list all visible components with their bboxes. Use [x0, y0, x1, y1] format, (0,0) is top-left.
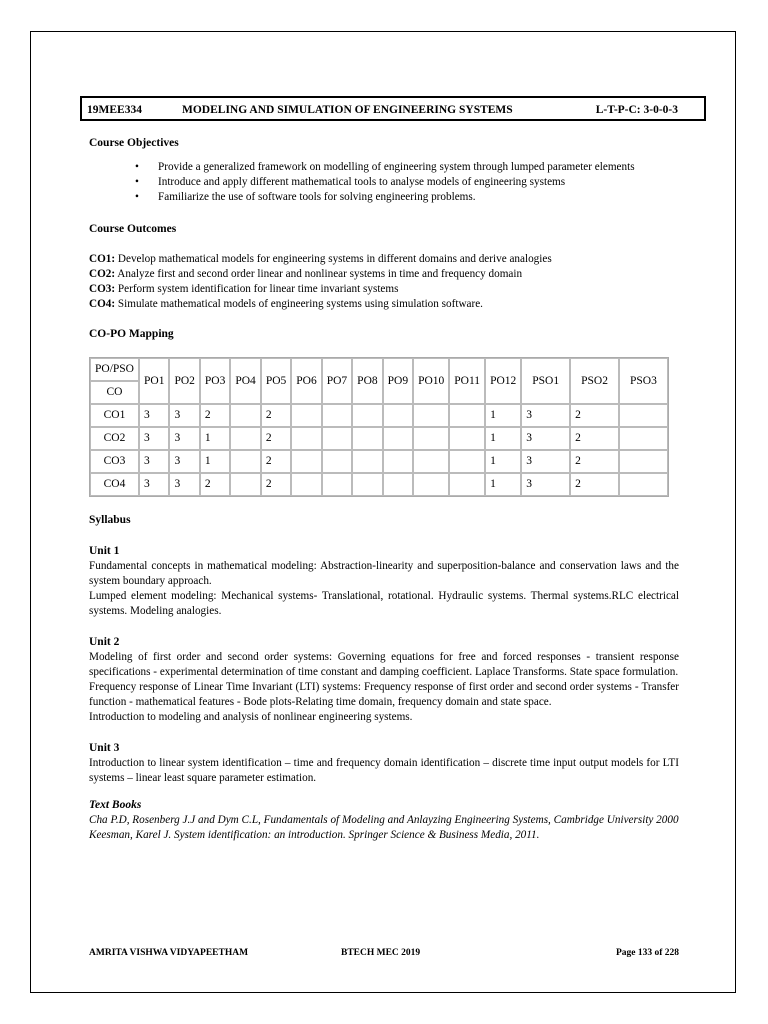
mapping-cell: [383, 404, 413, 427]
mapping-cell: [619, 404, 668, 427]
mapping-cell: 2: [570, 404, 619, 427]
mapping-cell: 3: [139, 404, 169, 427]
course-name: MODELING AND SIMULATION OF ENGINEERING SYSTEMS: [182, 104, 513, 116]
mapping-cell: [413, 473, 449, 496]
column-header: PSO1: [521, 358, 570, 404]
mapping-cell: 2: [261, 404, 291, 427]
mapping-cell: 3: [169, 450, 199, 473]
mapping-cell: [413, 450, 449, 473]
outcome-text: Develop mathematical models for engineering systems in different domains and derive analogies: [115, 253, 552, 265]
unit-paragraph: Introduction to linear system identification – time and frequency domain identification – discrete time input output models for LTI systems – linear least square parameter estimation.: [89, 757, 679, 784]
table-row: [90, 473, 668, 496]
outcome-label: CO1:: [89, 253, 116, 265]
mapping-cell: [322, 427, 352, 450]
outcomes-heading: Course Outcomes: [89, 223, 177, 235]
unit-paragraph: Frequency response of Linear Time Invariant (LTI) systems: Frequency response of first order and second order systems - Transfer function - mathematical features - Bode plots-Relating time domain, frequency domain and state space.: [89, 681, 679, 708]
co-label-cell: CO2: [90, 427, 139, 450]
mapping-cell: [230, 427, 260, 450]
mapping-cell: [383, 427, 413, 450]
mapping-cell: 3: [521, 450, 570, 473]
mapping-cell: [449, 450, 485, 473]
mapping-cell: [352, 450, 382, 473]
unit-paragraph: Modeling of first order and second order systems: Governing equations for free and forced responses - transient response specifications - experimental determination of time constant and damping coefficient. Laplace Transforms. State space formulation.: [89, 651, 679, 678]
column-header: PO1: [139, 358, 169, 404]
textbook-item: Keesman, Karel J. System identification: an introduction. Springer Science & Business Media, 2011.: [89, 829, 540, 841]
mapping-cell: [449, 473, 485, 496]
mapping-cell: [352, 427, 382, 450]
mapping-cell: [230, 473, 260, 496]
objective-item: • Familiarize the use of software tools for solving engineering problems.: [158, 190, 679, 205]
corner-bottom-cell: CO: [90, 381, 139, 404]
unit-section: [89, 741, 679, 786]
mapping-cell: [449, 427, 485, 450]
mapping-cell: 2: [570, 473, 619, 496]
table-row: [90, 450, 668, 473]
mapping-cell: [383, 450, 413, 473]
mapping-heading: CO-PO Mapping: [89, 328, 174, 340]
column-header: PO7: [322, 358, 352, 404]
mapping-cell: 3: [139, 427, 169, 450]
objective-item: • Provide a generalized framework on modelling of engineering system through lumped parameter elements: [158, 160, 679, 175]
column-header: PO4: [230, 358, 260, 404]
mapping-cell: [230, 404, 260, 427]
unit-paragraph: Lumped element modeling: Mechanical systems- Translational, rotational. Hydraulic systems. Thermal systems.RLC electrical systems. Modeling analogies.: [89, 590, 679, 617]
column-header: PO8: [352, 358, 382, 404]
mapping-cell: [352, 473, 382, 496]
mapping-cell: [619, 427, 668, 450]
unit-paragraph: Introduction to modeling and analysis of nonlinear engineering systems.: [89, 711, 413, 723]
column-header: PO10: [413, 358, 449, 404]
mapping-cell: 3: [139, 450, 169, 473]
mapping-cell: 2: [200, 473, 230, 496]
co-label-cell: CO4: [90, 473, 139, 496]
mapping-cell: [322, 404, 352, 427]
mapping-cell: [291, 404, 321, 427]
co-po-table: [89, 357, 669, 497]
mapping-cell: 2: [261, 427, 291, 450]
column-header: PO6: [291, 358, 321, 404]
unit-section: [89, 635, 679, 725]
footer-page-number: Page 133 of 228: [615, 948, 679, 958]
column-header: PO11: [449, 358, 485, 404]
table-row: [90, 404, 668, 427]
mapping-cell: 1: [200, 427, 230, 450]
mapping-cell: 2: [570, 450, 619, 473]
column-header: PO2: [169, 358, 199, 404]
mapping-cell: [291, 450, 321, 473]
mapping-cell: 3: [521, 473, 570, 496]
outcome-text: Analyze first and second order linear and nonlinear systems in time and frequency domain: [115, 268, 523, 280]
course-code: 19MEE334: [87, 104, 142, 116]
outcome-item: [89, 252, 679, 267]
outcome-label: CO2:: [89, 268, 116, 280]
textbooks-section: [89, 798, 679, 843]
mapping-cell: [352, 404, 382, 427]
co-label-cell: CO3: [90, 450, 139, 473]
unit-title: Unit 2: [89, 636, 120, 648]
objectives-list: [89, 160, 679, 205]
outcome-label: CO3:: [89, 283, 116, 295]
column-header: PO3: [200, 358, 230, 404]
mapping-cell: [619, 473, 668, 496]
mapping-cell: 3: [139, 473, 169, 496]
mapping-cell: 3: [169, 427, 199, 450]
outcomes-list: [89, 252, 679, 312]
mapping-cell: 2: [570, 427, 619, 450]
outcome-item: [89, 297, 679, 312]
mapping-cell: 2: [200, 404, 230, 427]
mapping-cell: [322, 450, 352, 473]
textbook-item: Cha P.D, Rosenberg J.J and Dym C.L, Fundamentals of Modeling and Anlayzing Engineering Systems, Cambridge University 2000: [89, 814, 679, 826]
mapping-cell: [291, 427, 321, 450]
unit-section: [89, 544, 679, 619]
textbooks-heading: Text Books: [89, 799, 142, 811]
corner-top-cell: PO/PSO: [90, 358, 139, 381]
outcome-item: [89, 282, 679, 297]
mapping-cell: 3: [521, 427, 570, 450]
unit-paragraph: Fundamental concepts in mathematical modeling: Abstraction-linearity and superposition-balance and conservation laws and the system boundary approach.: [89, 560, 679, 587]
mapping-cell: 3: [521, 404, 570, 427]
mapping-cell: [413, 404, 449, 427]
unit-title: Unit 1: [89, 545, 120, 557]
table-body: [90, 404, 668, 496]
document-content: [89, 96, 679, 843]
column-header: PO9: [383, 358, 413, 404]
column-header: PO5: [261, 358, 291, 404]
mapping-cell: 2: [261, 473, 291, 496]
outcome-text: Perform system identification for linear time invariant systems: [115, 283, 399, 295]
column-header: PSO3: [619, 358, 668, 404]
mapping-cell: 1: [485, 473, 521, 496]
footer-program: BTECH MEC 2019: [341, 948, 421, 958]
co-label-cell: CO1: [90, 404, 139, 427]
mapping-cell: [449, 404, 485, 427]
mapping-cell: 1: [485, 450, 521, 473]
mapping-cell: [619, 450, 668, 473]
mapping-cell: 1: [485, 404, 521, 427]
outcome-item: [89, 267, 679, 282]
syllabus-heading: Syllabus: [89, 514, 131, 526]
mapping-cell: 2: [261, 450, 291, 473]
mapping-cell: 3: [169, 404, 199, 427]
column-header: PSO2: [570, 358, 619, 404]
mapping-cell: [413, 427, 449, 450]
footer-institution: AMRITA VISHWA VIDYAPEETHAM: [89, 948, 249, 958]
unit-title: Unit 3: [89, 742, 120, 754]
course-title-box: [80, 96, 706, 121]
outcome-text: Simulate mathematical models of engineering systems using simulation software.: [115, 298, 483, 310]
mapping-cell: 1: [200, 450, 230, 473]
outcome-label: CO4:: [89, 298, 116, 310]
table-row: [90, 427, 668, 450]
column-header: PO12: [485, 358, 521, 404]
mapping-cell: [291, 473, 321, 496]
mapping-cell: [322, 473, 352, 496]
mapping-cell: 1: [485, 427, 521, 450]
objectives-heading: Course Objectives: [89, 137, 179, 149]
mapping-cell: [383, 473, 413, 496]
table-header-row: [90, 358, 668, 381]
course-ltpc: L-T-P-C: 3-0-0-3: [595, 104, 678, 116]
objective-item: • Introduce and apply different mathematical tools to analyse models of engineering systems: [158, 175, 679, 190]
mapping-cell: [230, 450, 260, 473]
mapping-cell: 3: [169, 473, 199, 496]
